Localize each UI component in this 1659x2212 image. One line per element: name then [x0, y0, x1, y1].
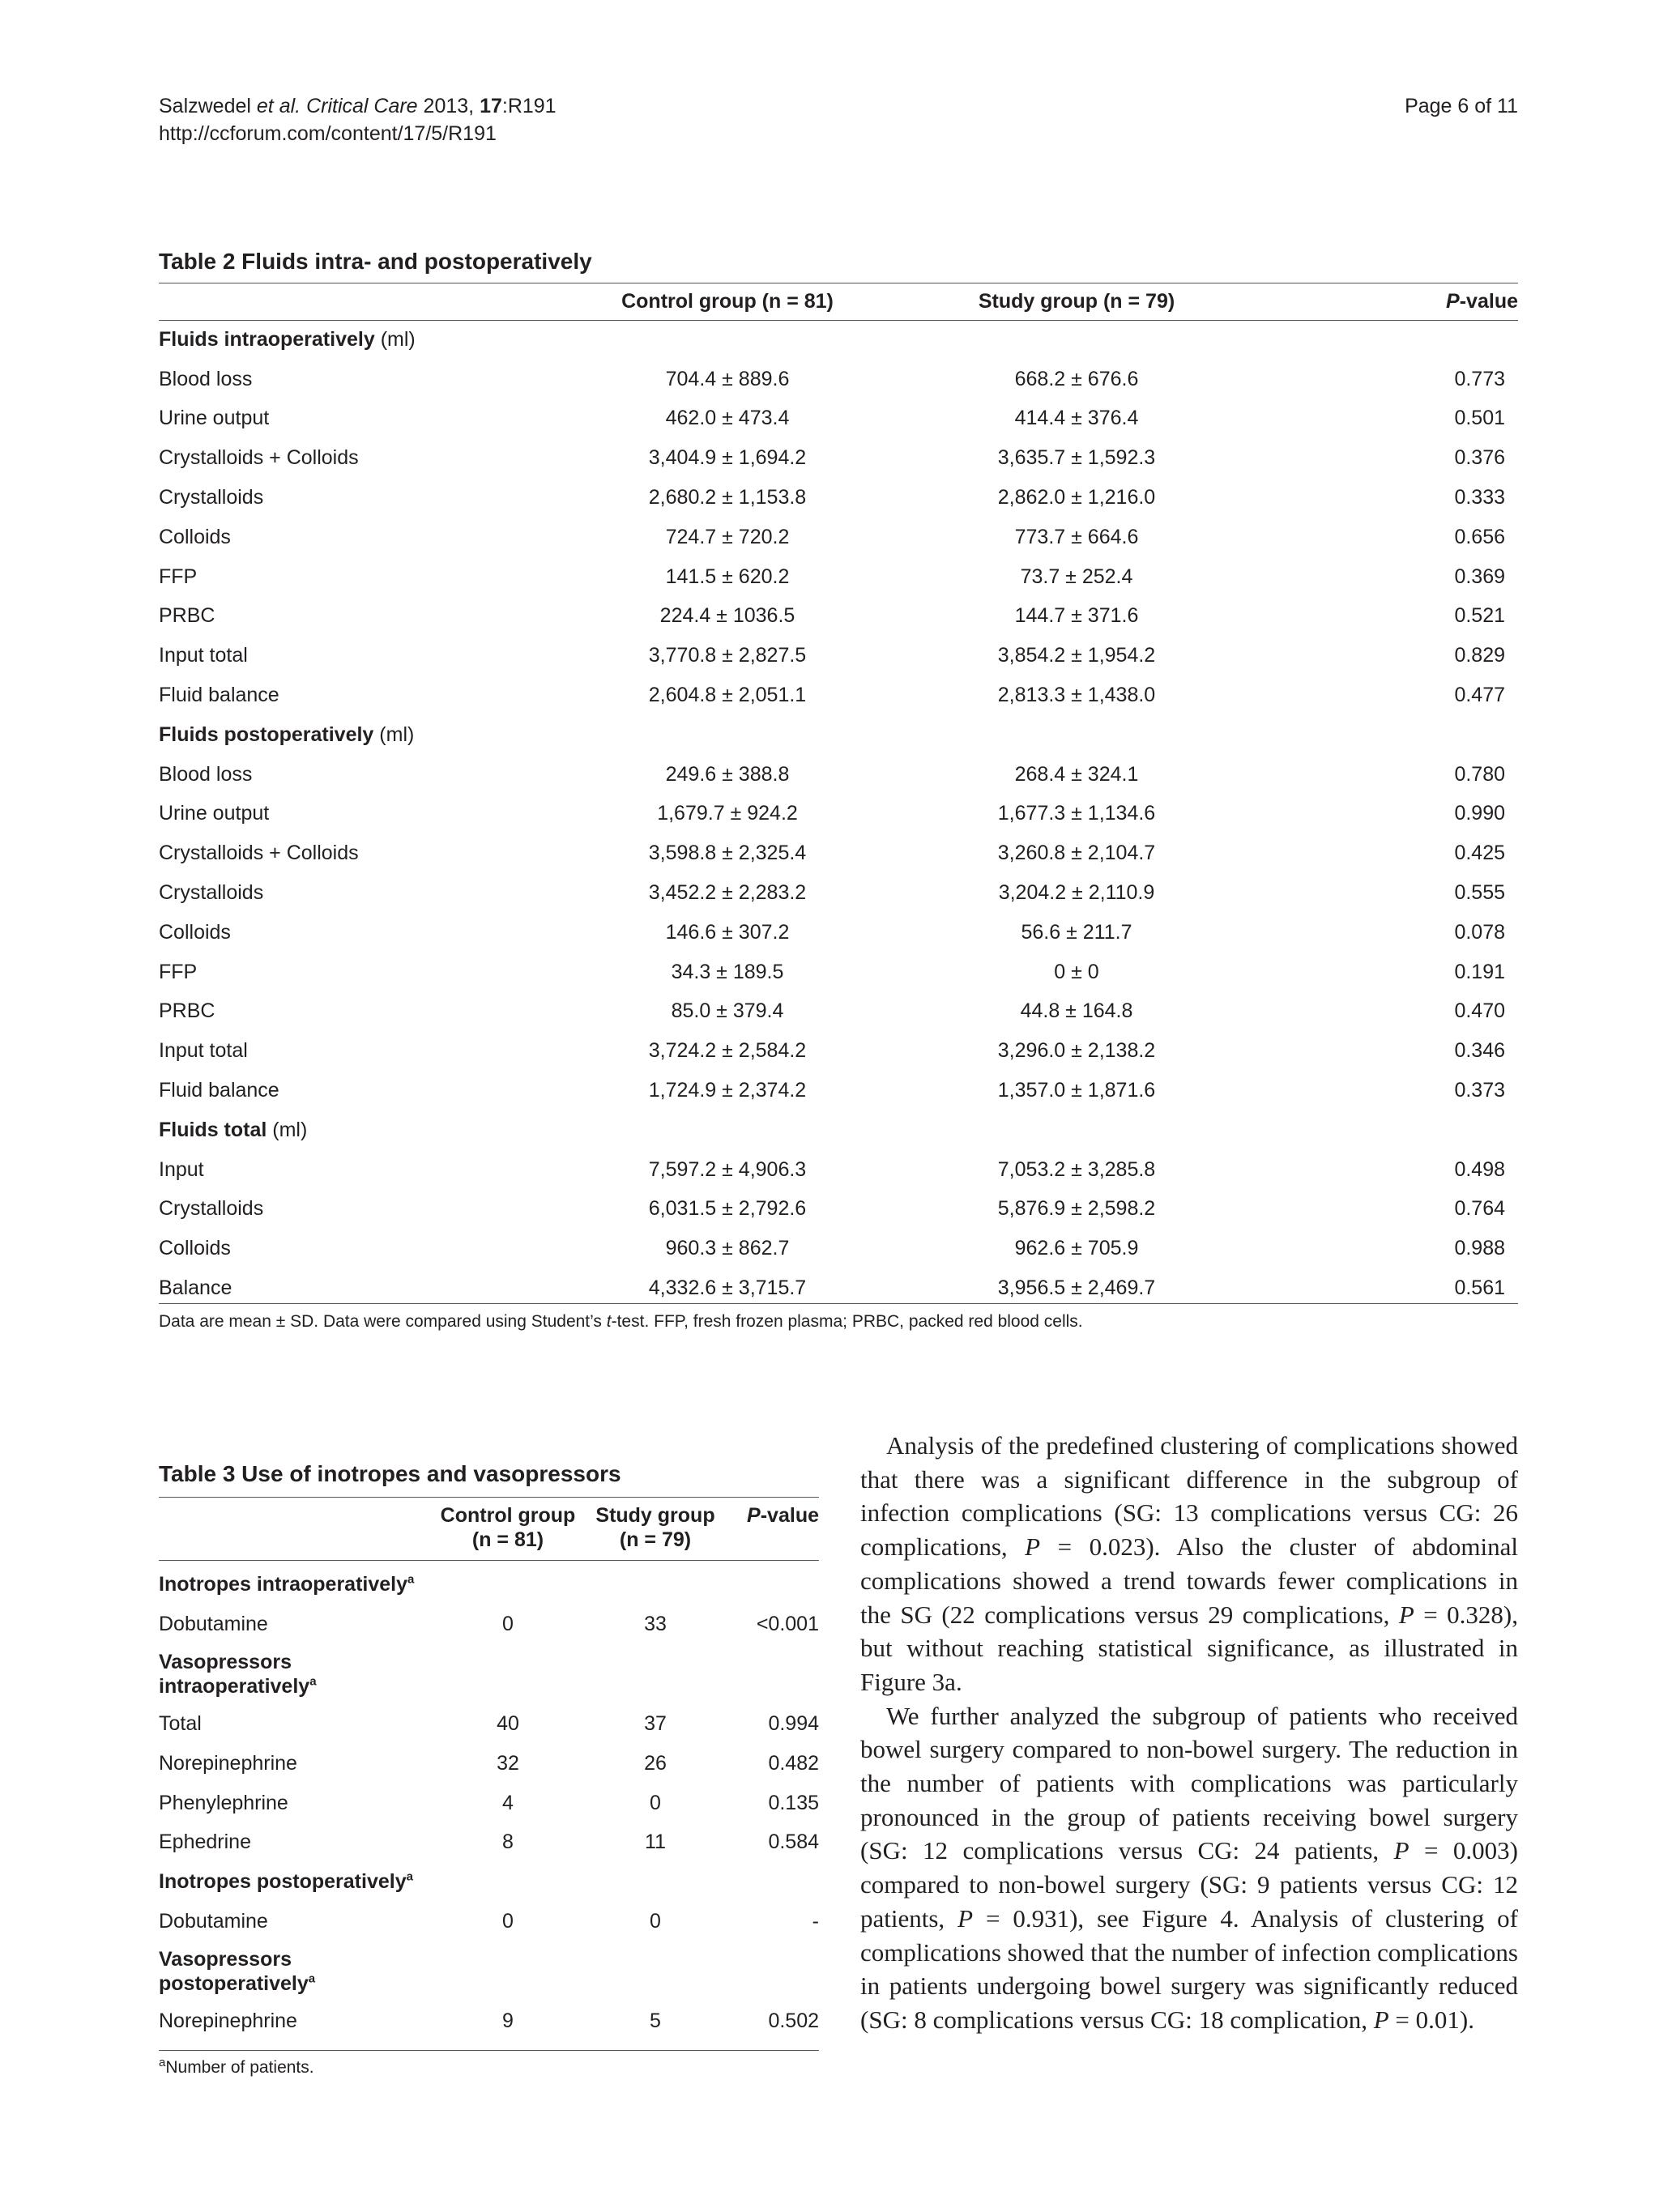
control-value: 724.7 ± 720.2 — [665, 525, 790, 548]
study-value: 773.7 ± 664.6 — [1014, 525, 1139, 548]
page-number: Page 6 of 11 — [1405, 95, 1518, 117]
study-value: 3,854.2 ± 1,954.2 — [997, 644, 1156, 667]
control-value: 462.0 ± 473.4 — [665, 407, 790, 430]
p-value: 0.780 — [1454, 762, 1505, 786]
study-value: 26 — [644, 1751, 667, 1775]
control-value: 1,679.7 ± 924.2 — [657, 802, 798, 825]
table-row — [159, 1071, 1518, 1110]
study-value: 3,260.8 ± 2,104.7 — [997, 842, 1156, 865]
table2-header-row — [159, 283, 1518, 320]
table2-section-row — [159, 1110, 1518, 1150]
control-value: 4 — [502, 1791, 514, 1814]
control-value: 249.6 ± 388.8 — [665, 762, 790, 786]
citation: Salzwedel et al. Critical Care 2013, 17:R191 — [159, 95, 557, 117]
table-row — [159, 1150, 1518, 1190]
control-value: 704.4 ± 889.6 — [665, 367, 790, 390]
p-value: 0.425 — [1454, 842, 1505, 865]
table-row — [159, 1822, 819, 1862]
study-value: 33 — [644, 1612, 667, 1635]
table3-col-pvalue: P-value — [747, 1504, 819, 1527]
study-value: 5 — [650, 2010, 661, 2033]
table2-col-label — [159, 283, 580, 320]
row-label: Colloids — [159, 525, 231, 548]
p-value: 0.521 — [1454, 604, 1505, 628]
table-row — [159, 2002, 819, 2042]
table3-col-study: Study group (n = 79) — [595, 1504, 715, 1551]
row-label: Balance — [159, 1276, 232, 1300]
row-label: Blood loss — [159, 367, 253, 390]
table-row — [159, 1190, 1518, 1230]
row-label: Crystalloids — [159, 486, 264, 509]
study-value: 0 ± 0 — [1054, 960, 1099, 983]
table-row — [159, 636, 1518, 676]
table3-header-rule — [159, 1560, 819, 1561]
table3-section-label: Vasopressors intraoperatively$^a$ — [159, 1650, 317, 1698]
row-label: Input total — [159, 1039, 248, 1063]
p-value: 0.477 — [1454, 684, 1505, 707]
study-value: 3,296.0 ± 2,138.2 — [997, 1039, 1156, 1063]
table3-section-label: Inotropes postoperatively$^a$ — [159, 1869, 413, 1893]
table3-section-label: Inotropes intraoperatively$^a$ — [159, 1572, 415, 1596]
control-value: 0 — [502, 1909, 514, 1933]
p-value: 0.482 — [768, 1751, 819, 1775]
table2-title: Table 2 Fluids intra- and postoperatively — [159, 249, 592, 274]
study-value: 2,813.3 ± 1,438.0 — [997, 684, 1156, 707]
row-label: PRBC — [159, 604, 215, 628]
table2-section-label: Fluids postoperatively (ml) — [159, 722, 415, 746]
control-value: 32 — [497, 1751, 519, 1775]
table-row — [159, 992, 1518, 1032]
p-value: 0.376 — [1454, 446, 1505, 470]
p-value: 0.369 — [1454, 565, 1505, 588]
table-row — [159, 478, 1518, 518]
table2-col-control: Control group (n = 81) — [621, 289, 834, 313]
table3-section-row — [159, 1643, 819, 1704]
p-value: 0.764 — [1454, 1197, 1505, 1221]
control-value: 7,597.2 ± 4,906.3 — [648, 1157, 807, 1181]
row-label: Colloids — [159, 920, 231, 944]
row-label: Dobutamine — [159, 1909, 268, 1933]
p-value: 0.555 — [1454, 881, 1505, 905]
table-row — [159, 873, 1518, 913]
control-value: 85.0 ± 379.4 — [671, 999, 784, 1023]
row-label: Norepinephrine — [159, 1751, 297, 1775]
table-row — [159, 755, 1518, 795]
row-label: Crystalloids — [159, 1197, 264, 1221]
row-label: Input total — [159, 644, 248, 667]
row-label: Crystalloids + Colloids — [159, 842, 359, 865]
table3-bottom-rule — [159, 2050, 819, 2051]
study-value: 73.7 ± 252.4 — [1020, 565, 1133, 588]
study-value: 2,862.0 ± 1,216.0 — [997, 486, 1156, 509]
p-value: - — [812, 1909, 819, 1933]
p-value: 0.988 — [1454, 1237, 1505, 1260]
study-value: 44.8 ± 164.8 — [1020, 999, 1133, 1023]
row-label: Crystalloids + Colloids — [159, 446, 359, 470]
p-value: 0.333 — [1454, 486, 1505, 509]
p-value: 0.990 — [1454, 802, 1505, 825]
control-value: 9 — [502, 2010, 514, 2033]
row-label: Fluid balance — [159, 684, 279, 707]
row-label: Input — [159, 1157, 204, 1181]
study-value: 962.6 ± 705.9 — [1014, 1237, 1139, 1260]
table-row — [159, 833, 1518, 873]
table2-section-label: Fluids intraoperatively (ml) — [159, 327, 416, 351]
control-value: 6,031.5 ± 2,792.6 — [648, 1197, 807, 1221]
table3-section-row — [159, 1565, 819, 1605]
study-value: 3,635.7 ± 1,592.3 — [997, 446, 1156, 470]
table2-col-study: Study group (n = 79) — [978, 289, 1175, 313]
control-value: 960.3 ± 862.7 — [665, 1237, 790, 1260]
p-value: 0.829 — [1454, 644, 1505, 667]
table-row — [159, 676, 1518, 715]
study-value: 0 — [650, 1909, 661, 1933]
p-value: 0.502 — [768, 2010, 819, 2033]
table-row — [159, 1268, 1518, 1308]
study-value: 144.7 ± 371.6 — [1014, 604, 1139, 628]
study-value: 268.4 ± 324.1 — [1014, 762, 1139, 786]
table-row — [159, 1704, 819, 1744]
row-label: FFP — [159, 565, 198, 588]
body-text — [860, 1429, 1518, 2037]
control-value: 3,598.8 ± 2,325.4 — [648, 842, 807, 865]
table2-section-row — [159, 320, 1518, 360]
table3-section-label: Vasopressors postoperatively$^a$ — [159, 1948, 316, 1995]
control-value: 2,604.8 ± 2,051.1 — [648, 684, 807, 707]
p-value: 0.078 — [1454, 920, 1505, 944]
control-value: 2,680.2 ± 1,153.8 — [648, 486, 807, 509]
row-label: Fluid balance — [159, 1079, 279, 1102]
p-value: 0.501 — [1454, 407, 1505, 430]
paragraph-1: Analysis of the predefined clustering of complications showed that there was a significant difference in the subgroup of infection complications (SG: 13 complications versus CG: 26 complications, P = 0.023). Also the cluster of abdominal complications showed a trend towards fewer complications in the SG (22 complications versus 29 complications, P = 0.328), but without reaching statistical significance, as illustrated in Figure 3a. — [860, 1431, 1519, 1696]
table3-col-control: Control group (n = 81) — [440, 1504, 576, 1551]
p-value: 0.584 — [768, 1831, 819, 1854]
table-row — [159, 518, 1518, 557]
control-value: 0 — [502, 1612, 514, 1635]
row-label: Dobutamine — [159, 1612, 268, 1635]
study-value: 37 — [644, 1712, 667, 1736]
table2-col-pvalue: P-value — [1446, 289, 1518, 313]
table3-title: Table 3 Use of inotropes and vasopressors — [159, 1461, 621, 1486]
table-row — [159, 1902, 819, 1941]
table-row — [159, 913, 1518, 953]
p-value: 0.135 — [768, 1791, 819, 1814]
table2-header-rule — [159, 320, 1518, 321]
control-value: 3,770.8 ± 2,827.5 — [648, 644, 807, 667]
row-label: FFP — [159, 960, 198, 983]
table-row — [159, 597, 1518, 637]
table2 — [159, 283, 1518, 1308]
row-label: Phenylephrine — [159, 1791, 288, 1814]
study-value: 3,204.2 ± 2,110.9 — [998, 881, 1155, 905]
control-value: 141.5 ± 620.2 — [665, 565, 790, 588]
table3-section-row — [159, 1862, 819, 1902]
study-value: 5,876.9 ± 2,598.2 — [997, 1197, 1156, 1221]
study-value: 7,053.2 ± 3,285.8 — [997, 1157, 1156, 1181]
control-value: 224.4 ± 1036.5 — [659, 604, 795, 628]
row-label: Total — [159, 1712, 202, 1736]
table3 — [159, 1497, 819, 2041]
table-row — [159, 1744, 819, 1784]
study-value: 3,956.5 ± 2,469.7 — [997, 1276, 1156, 1300]
table3-header-row — [159, 1497, 819, 1565]
row-label: Blood loss — [159, 762, 253, 786]
table-row — [159, 399, 1518, 439]
p-value: 0.373 — [1454, 1079, 1505, 1102]
control-value: 1,724.9 ± 2,374.2 — [648, 1079, 807, 1102]
table-row — [159, 1229, 1518, 1268]
control-value: 3,724.2 ± 2,584.2 — [648, 1039, 807, 1063]
table2-section-label: Fluids total (ml) — [159, 1118, 308, 1141]
study-value: 414.4 ± 376.4 — [1014, 407, 1139, 430]
paragraph-2: We further analyzed the subgroup of patients who received bowel surgery compared to non-bowel surgery. The reduction in the number of patients with complications was particularly pronounced in the group of patients receiving bowel surgery (SG: 12 complications versus CG: 24 patients, P = 0.003) compared to non-bowel surgery (SG: 9 patients versus CG: 12 patients, P = 0.931), see Figure 4. Analysis of clustering of complications showed that the number of infection complications in patients undergoing bowel surgery was significantly reduced (SG: 8 complications versus CG: 18 complication, P = 0.01). — [860, 1701, 1519, 2034]
table-row — [159, 795, 1518, 834]
control-value: 3,452.2 ± 2,283.2 — [648, 881, 807, 905]
table-row — [159, 438, 1518, 478]
table-row — [159, 1031, 1518, 1071]
control-value: 8 — [502, 1831, 514, 1854]
control-value: 3,404.9 ± 1,694.2 — [648, 446, 807, 470]
p-value: <0.001 — [756, 1612, 819, 1635]
study-value: 0 — [650, 1791, 661, 1814]
control-value: 40 — [497, 1712, 519, 1736]
control-value: 146.6 ± 307.2 — [665, 920, 790, 944]
study-value: 1,357.0 ± 1,871.6 — [997, 1079, 1156, 1102]
row-label: PRBC — [159, 999, 215, 1023]
control-value: 4,332.6 ± 3,715.7 — [648, 1276, 807, 1300]
table3-col-label — [159, 1497, 434, 1565]
article-url[interactable]: http://ccforum.com/content/17/5/R191 — [159, 122, 497, 145]
study-value: 668.2 ± 676.6 — [1014, 367, 1139, 390]
row-label: Colloids — [159, 1237, 231, 1260]
row-label: Crystalloids — [159, 881, 264, 905]
row-label: Urine output — [159, 407, 270, 430]
running-header — [159, 92, 557, 147]
control-value: 34.3 ± 189.5 — [671, 960, 784, 983]
study-value: 11 — [645, 1831, 666, 1854]
study-value: 56.6 ± 211.7 — [1021, 920, 1132, 944]
study-value: 1,677.3 ± 1,134.6 — [997, 802, 1156, 825]
p-value: 0.498 — [1454, 1157, 1505, 1181]
table2-footnote: Data are mean ± SD. Data were compared using Student’s t-test. FFP, fresh frozen plasma; PRBC, packed red blood cells. — [159, 1312, 1083, 1331]
table2-section-row — [159, 715, 1518, 755]
p-value: 0.656 — [1454, 525, 1505, 548]
p-value: 0.346 — [1454, 1039, 1505, 1063]
table-row — [159, 557, 1518, 597]
table-row — [159, 1605, 819, 1644]
table3-footnote: $^a$Number of patients. — [159, 2056, 314, 2077]
table-row — [159, 1784, 819, 1823]
row-label: Ephedrine — [159, 1831, 251, 1854]
table2-bottom-rule — [159, 1303, 1518, 1304]
table-row — [159, 360, 1518, 399]
table-row — [159, 953, 1518, 992]
p-value: 0.561 — [1454, 1276, 1505, 1300]
p-value: 0.994 — [768, 1712, 819, 1736]
p-value: 0.191 — [1454, 960, 1505, 983]
table3-section-row — [159, 1941, 819, 2002]
row-label: Norepinephrine — [159, 2010, 297, 2033]
row-label: Urine output — [159, 802, 270, 825]
p-value: 0.773 — [1454, 367, 1505, 390]
p-value: 0.470 — [1454, 999, 1505, 1023]
